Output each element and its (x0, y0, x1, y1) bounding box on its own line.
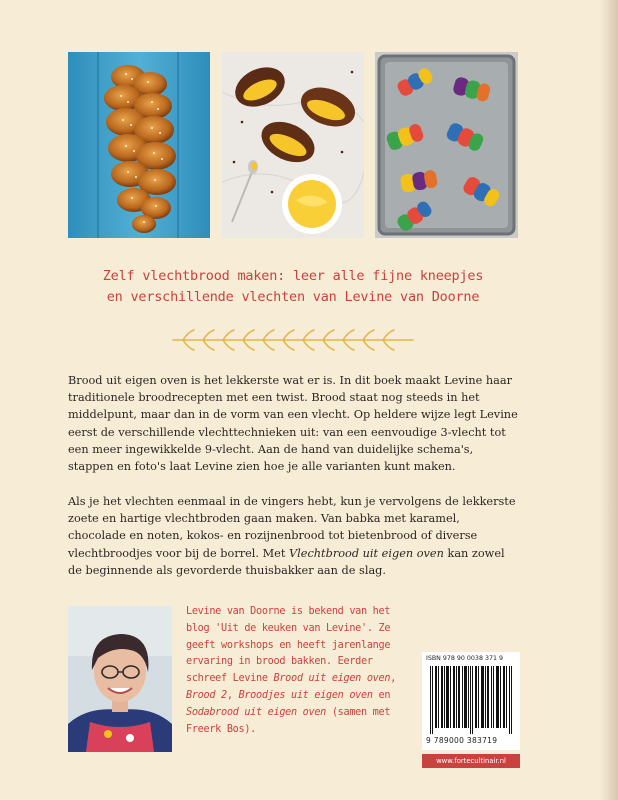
description-paragraph-2 (68, 493, 520, 579)
book-title-2: Brood 2 (186, 689, 227, 701)
isbn-label: ISBN 978 90 0038 371 9 (426, 655, 503, 662)
bio-intro: Levine van Doorne is bekend van het blog 'Uit de keuken van Levine'. Ze geeft workshops en heeft jarenlange ervaring in brood bakken. Eerder schreef Levine (186, 606, 391, 685)
bio-separator-1: , (390, 673, 397, 685)
author-bio (186, 604, 406, 738)
description-paragraph-1: Brood uit eigen oven is het lekkerste wat er is. In dit boek maakt Levine haar traditionele broodrecepten met een twist. Brood staat nog steeds in het middelpunt, maar dan in de vorm van een vlecht. Op heldere wijze legt Levine eerst de verschillende vlechttechnieken uit: van een eenvoudige 3-vlecht tot een meer ingewikkelde 9-vlecht. Aan de hand van duidelijke schema's, stappen en foto's laat Levine zien hoe je alle varianten kunt maken. (68, 374, 518, 474)
wheat-divider (168, 323, 418, 357)
headline (68, 266, 518, 308)
bio-separator-3: en (372, 689, 391, 701)
spine-shadow (600, 0, 618, 800)
barcode (422, 652, 520, 750)
p2-text-start: Als je het vlechten eenmaal in de vingers hebt, kun je vervolgens de lekkerste zoete en hartige vlechtbroden gaan maken. Van babka met karamel, chocolade en noten, kokos- en rozijnenbrood tot bietenbrood of diverse vlechtbroodjes voor bij de borrel. Met (68, 495, 516, 560)
book-title-3: Broodjes uit eigen oven (238, 689, 373, 701)
custard-buns-photo (222, 52, 364, 238)
book-title-1: Brood uit eigen oven (273, 673, 391, 685)
bio-outro: (samen met Freerk Bos). (186, 706, 391, 735)
braided-loaf-photo (68, 52, 210, 238)
bio-separator-2: , (226, 689, 239, 701)
barcode-bars (428, 666, 514, 734)
headline-line-2: en verschillende vlechten van Levine van Doorne (106, 289, 480, 305)
rainbow-buns-photo (375, 52, 518, 238)
p2-text-end: kan zowel de beginnende als gevorderde thuisbakker aan de slag. (68, 546, 505, 577)
p2-book-title: Vlechtbrood uit eigen oven (288, 546, 444, 560)
publisher-website[interactable]: www.fortecultinair.nl (422, 754, 520, 768)
book-title-4: Sodabrood uit eigen oven (186, 706, 327, 718)
headline-line-1: Zelf vlechtbrood maken: leer alle fijne kneepjes (102, 268, 484, 284)
isbn-digits: 9 789000 383719 (426, 736, 498, 745)
author-photo (68, 606, 172, 752)
